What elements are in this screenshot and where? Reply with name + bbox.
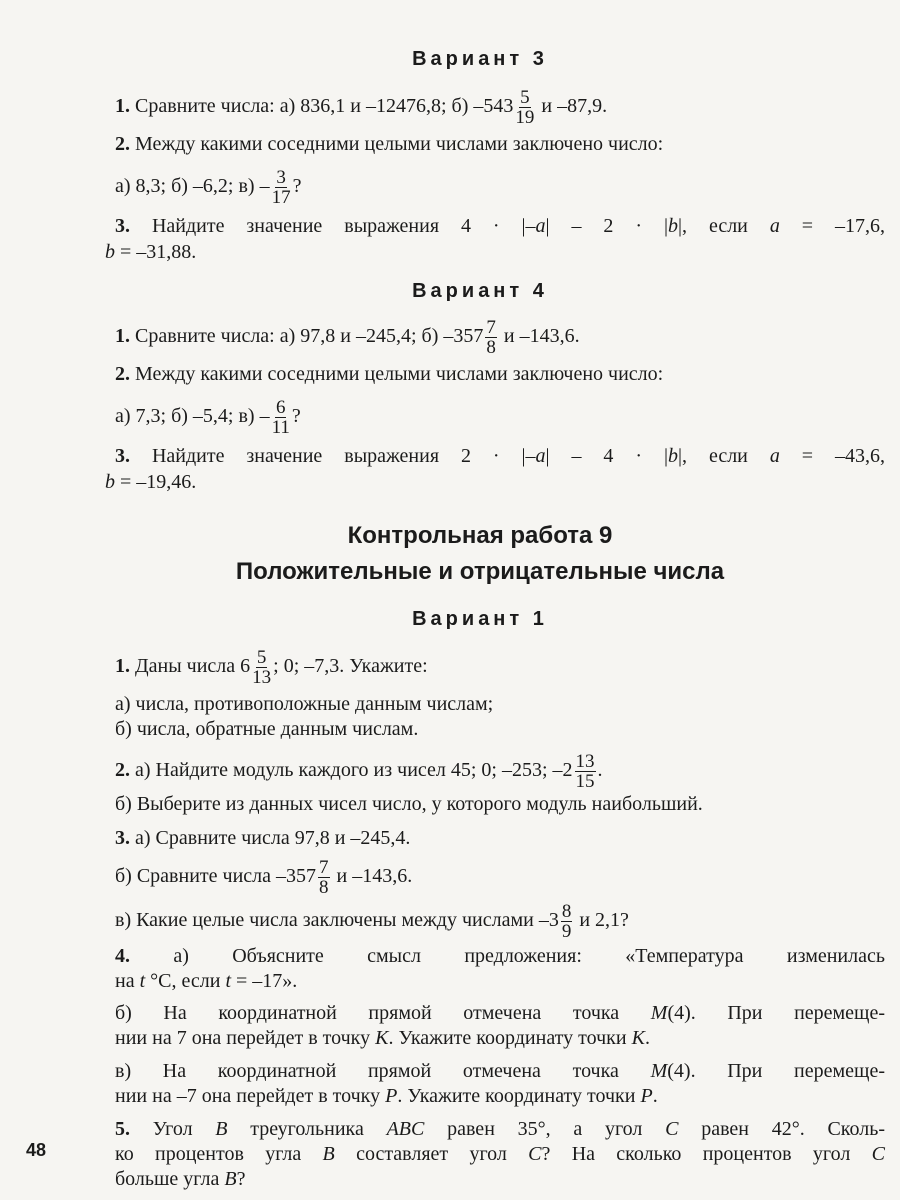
text: а) 8,3; б) –6,2; в) – <box>115 175 270 198</box>
text-line <box>115 1026 885 1050</box>
fraction <box>318 858 330 897</box>
variable: B <box>224 1168 237 1190</box>
text-line <box>105 240 875 264</box>
text: на <box>115 970 140 992</box>
text: а) 7,3; б) –5,4; в) – <box>115 405 270 428</box>
text: . <box>644 1027 650 1049</box>
test-title: Контрольная работа 9 <box>347 522 613 549</box>
text: больше угла <box>115 1168 225 1190</box>
test-subtitle: Положительные и отрицательные числа <box>235 558 725 585</box>
text: . <box>597 759 603 782</box>
variable: P <box>385 1085 398 1107</box>
text: ? На сколько процентов угол <box>541 1143 872 1165</box>
text-line <box>115 1167 885 1191</box>
task-number: 2. <box>115 133 130 155</box>
text-line <box>115 1142 885 1166</box>
text: ; 0; –7,3. Укажите: <box>273 655 428 678</box>
numerator: 5 <box>520 87 530 108</box>
variable: a <box>769 445 780 467</box>
variable: M <box>650 1002 668 1024</box>
variable: a <box>769 215 780 237</box>
text: составляет угол <box>334 1143 529 1165</box>
text: в) На координатной прямой отмечена точка <box>115 1060 651 1082</box>
variable: t <box>225 970 231 992</box>
text-line <box>115 88 885 127</box>
fraction <box>272 398 290 437</box>
variable: a <box>535 445 546 467</box>
task-number: 5. <box>115 1118 130 1140</box>
task-number: 3. <box>115 827 130 849</box>
variant-3-heading: Вариант 3 <box>412 48 548 70</box>
text: Между какими соседними целыми числами заключено число: <box>130 363 664 385</box>
text-line <box>115 132 885 156</box>
text: а) Найдите модуль каждого из чисел 45; 0; –253; –2 <box>130 759 573 782</box>
text-line <box>115 362 885 386</box>
text-line <box>115 1084 885 1108</box>
variable: K <box>375 1027 389 1049</box>
text-line <box>115 944 885 968</box>
text: Найдите значение выражения 2 · |– <box>130 445 536 467</box>
text: треугольника <box>227 1118 387 1140</box>
text: . <box>652 1085 658 1107</box>
variable: t <box>139 970 146 992</box>
numerator: 5 <box>256 647 267 668</box>
text-line <box>115 1059 885 1083</box>
fraction <box>575 752 596 791</box>
numerator: 6 <box>275 397 286 418</box>
text: а) Сравните числа 97,8 и –245,4. <box>130 827 411 849</box>
text-line <box>105 470 875 494</box>
variable: B <box>322 1143 335 1165</box>
text: ? <box>236 1168 246 1190</box>
text: а) Объясните смысл предложения: «Температура изменилась <box>130 945 885 967</box>
variable: a <box>535 215 546 237</box>
variant-4-heading: Вариант 4 <box>412 280 548 302</box>
task-number: 1. <box>115 655 130 678</box>
text: нии на –7 она перейдет в точку <box>115 1085 386 1107</box>
numerator: 7 <box>319 857 329 878</box>
text: ко процентов угла <box>115 1143 323 1165</box>
text-line <box>115 648 885 687</box>
text: ? <box>291 405 301 428</box>
fraction <box>272 168 291 207</box>
task-number: 3. <box>115 445 130 467</box>
denominator: 17 <box>271 187 291 208</box>
denominator: 9 <box>561 921 572 942</box>
text: | – 2 · | <box>545 215 668 237</box>
text: б) Выберите из данных чисел число, у которого модуль наибольший. <box>115 793 703 815</box>
variable: M <box>650 1060 668 1082</box>
denominator: 13 <box>252 667 272 688</box>
text-line <box>115 858 885 897</box>
text: б) Сравните числа –357 <box>115 865 317 888</box>
text: нии на 7 она перейдет в точку <box>115 1027 376 1049</box>
variable: C <box>665 1118 679 1140</box>
text: . Укажите координату точки <box>388 1027 632 1049</box>
task-number: 1. <box>115 95 130 118</box>
text-line <box>115 692 885 716</box>
variable: P <box>640 1085 653 1107</box>
text-line <box>115 318 885 357</box>
text-line <box>115 168 885 207</box>
text-line <box>115 1117 885 1141</box>
text: равен 42°. Сколь- <box>678 1118 885 1140</box>
variable: b <box>668 215 678 237</box>
numerator: 13 <box>575 751 595 772</box>
text-line <box>115 717 885 741</box>
text-line <box>115 969 885 993</box>
text: = –17,6, <box>779 215 885 237</box>
denominator: 8 <box>486 337 496 358</box>
task-number: 2. <box>115 759 130 782</box>
text-line <box>115 826 885 850</box>
text: Сравните числа: а) 836,1 и –12476,8; б) –543 <box>130 95 514 118</box>
task-number: 3. <box>115 215 130 237</box>
text-line <box>115 752 885 791</box>
text-line <box>115 792 885 816</box>
variable: B <box>215 1118 228 1140</box>
text: ? <box>292 175 302 198</box>
text: |, если <box>678 215 770 237</box>
text-line <box>115 444 885 468</box>
variable: b <box>105 471 115 493</box>
text: и –87,9. <box>536 95 608 118</box>
text: и –143,6. <box>498 325 580 348</box>
task-number: 4. <box>115 945 130 967</box>
text: б) числа, обратные данным числам. <box>115 718 419 740</box>
fraction <box>485 318 497 357</box>
page-number: 48 <box>26 1140 47 1160</box>
text: Сравните числа: а) 97,8 и –245,4; б) –357 <box>130 325 484 348</box>
variant-1-heading: Вариант 1 <box>412 608 548 630</box>
task-number: 1. <box>115 325 130 348</box>
text: в) Какие целые числа заключены между числами –3 <box>115 909 559 932</box>
text: Угол <box>130 1118 216 1140</box>
denominator: 15 <box>575 771 595 792</box>
text-line <box>115 902 885 941</box>
text: Даны числа 6 <box>130 655 251 678</box>
text: = –43,6, <box>779 445 885 467</box>
text-line <box>115 398 885 437</box>
text: |, если <box>678 445 770 467</box>
numerator: 8 <box>561 901 572 922</box>
denominator: 11 <box>271 417 290 438</box>
text-line <box>115 1001 885 1025</box>
variable: b <box>105 241 115 263</box>
variable: C <box>528 1143 542 1165</box>
text: (4). При перемеще- <box>667 1060 885 1082</box>
variable: b <box>668 445 678 467</box>
text: а) числа, противоположные данным числам; <box>115 693 494 715</box>
text: (4). При перемеще- <box>667 1002 885 1024</box>
variable: ABC <box>386 1118 425 1140</box>
numerator: 3 <box>276 167 286 188</box>
text: °С, если <box>145 970 226 992</box>
text: равен 35°, а угол <box>424 1118 666 1140</box>
text: . Укажите координату точки <box>397 1085 641 1107</box>
fraction <box>561 902 573 941</box>
denominator: 8 <box>319 877 329 898</box>
numerator: 7 <box>486 317 496 338</box>
text: = –31,88. <box>115 241 197 263</box>
fraction <box>515 88 534 127</box>
task-number: 2. <box>115 363 130 385</box>
text: и –143,6. <box>331 865 413 888</box>
text: Найдите значение выражения 4 · |– <box>130 215 536 237</box>
text: | – 4 · | <box>545 445 668 467</box>
text: Между какими соседними целыми числами заключено число: <box>130 133 664 155</box>
fraction <box>252 648 271 687</box>
text: б) На координатной прямой отмечена точка <box>115 1002 651 1024</box>
text: = –17». <box>231 970 298 992</box>
text: = –19,46. <box>115 471 197 493</box>
denominator: 19 <box>515 107 535 128</box>
text: и 2,1? <box>574 909 629 932</box>
text-line <box>115 214 885 238</box>
variable: C <box>871 1143 885 1165</box>
variable: K <box>631 1027 645 1049</box>
